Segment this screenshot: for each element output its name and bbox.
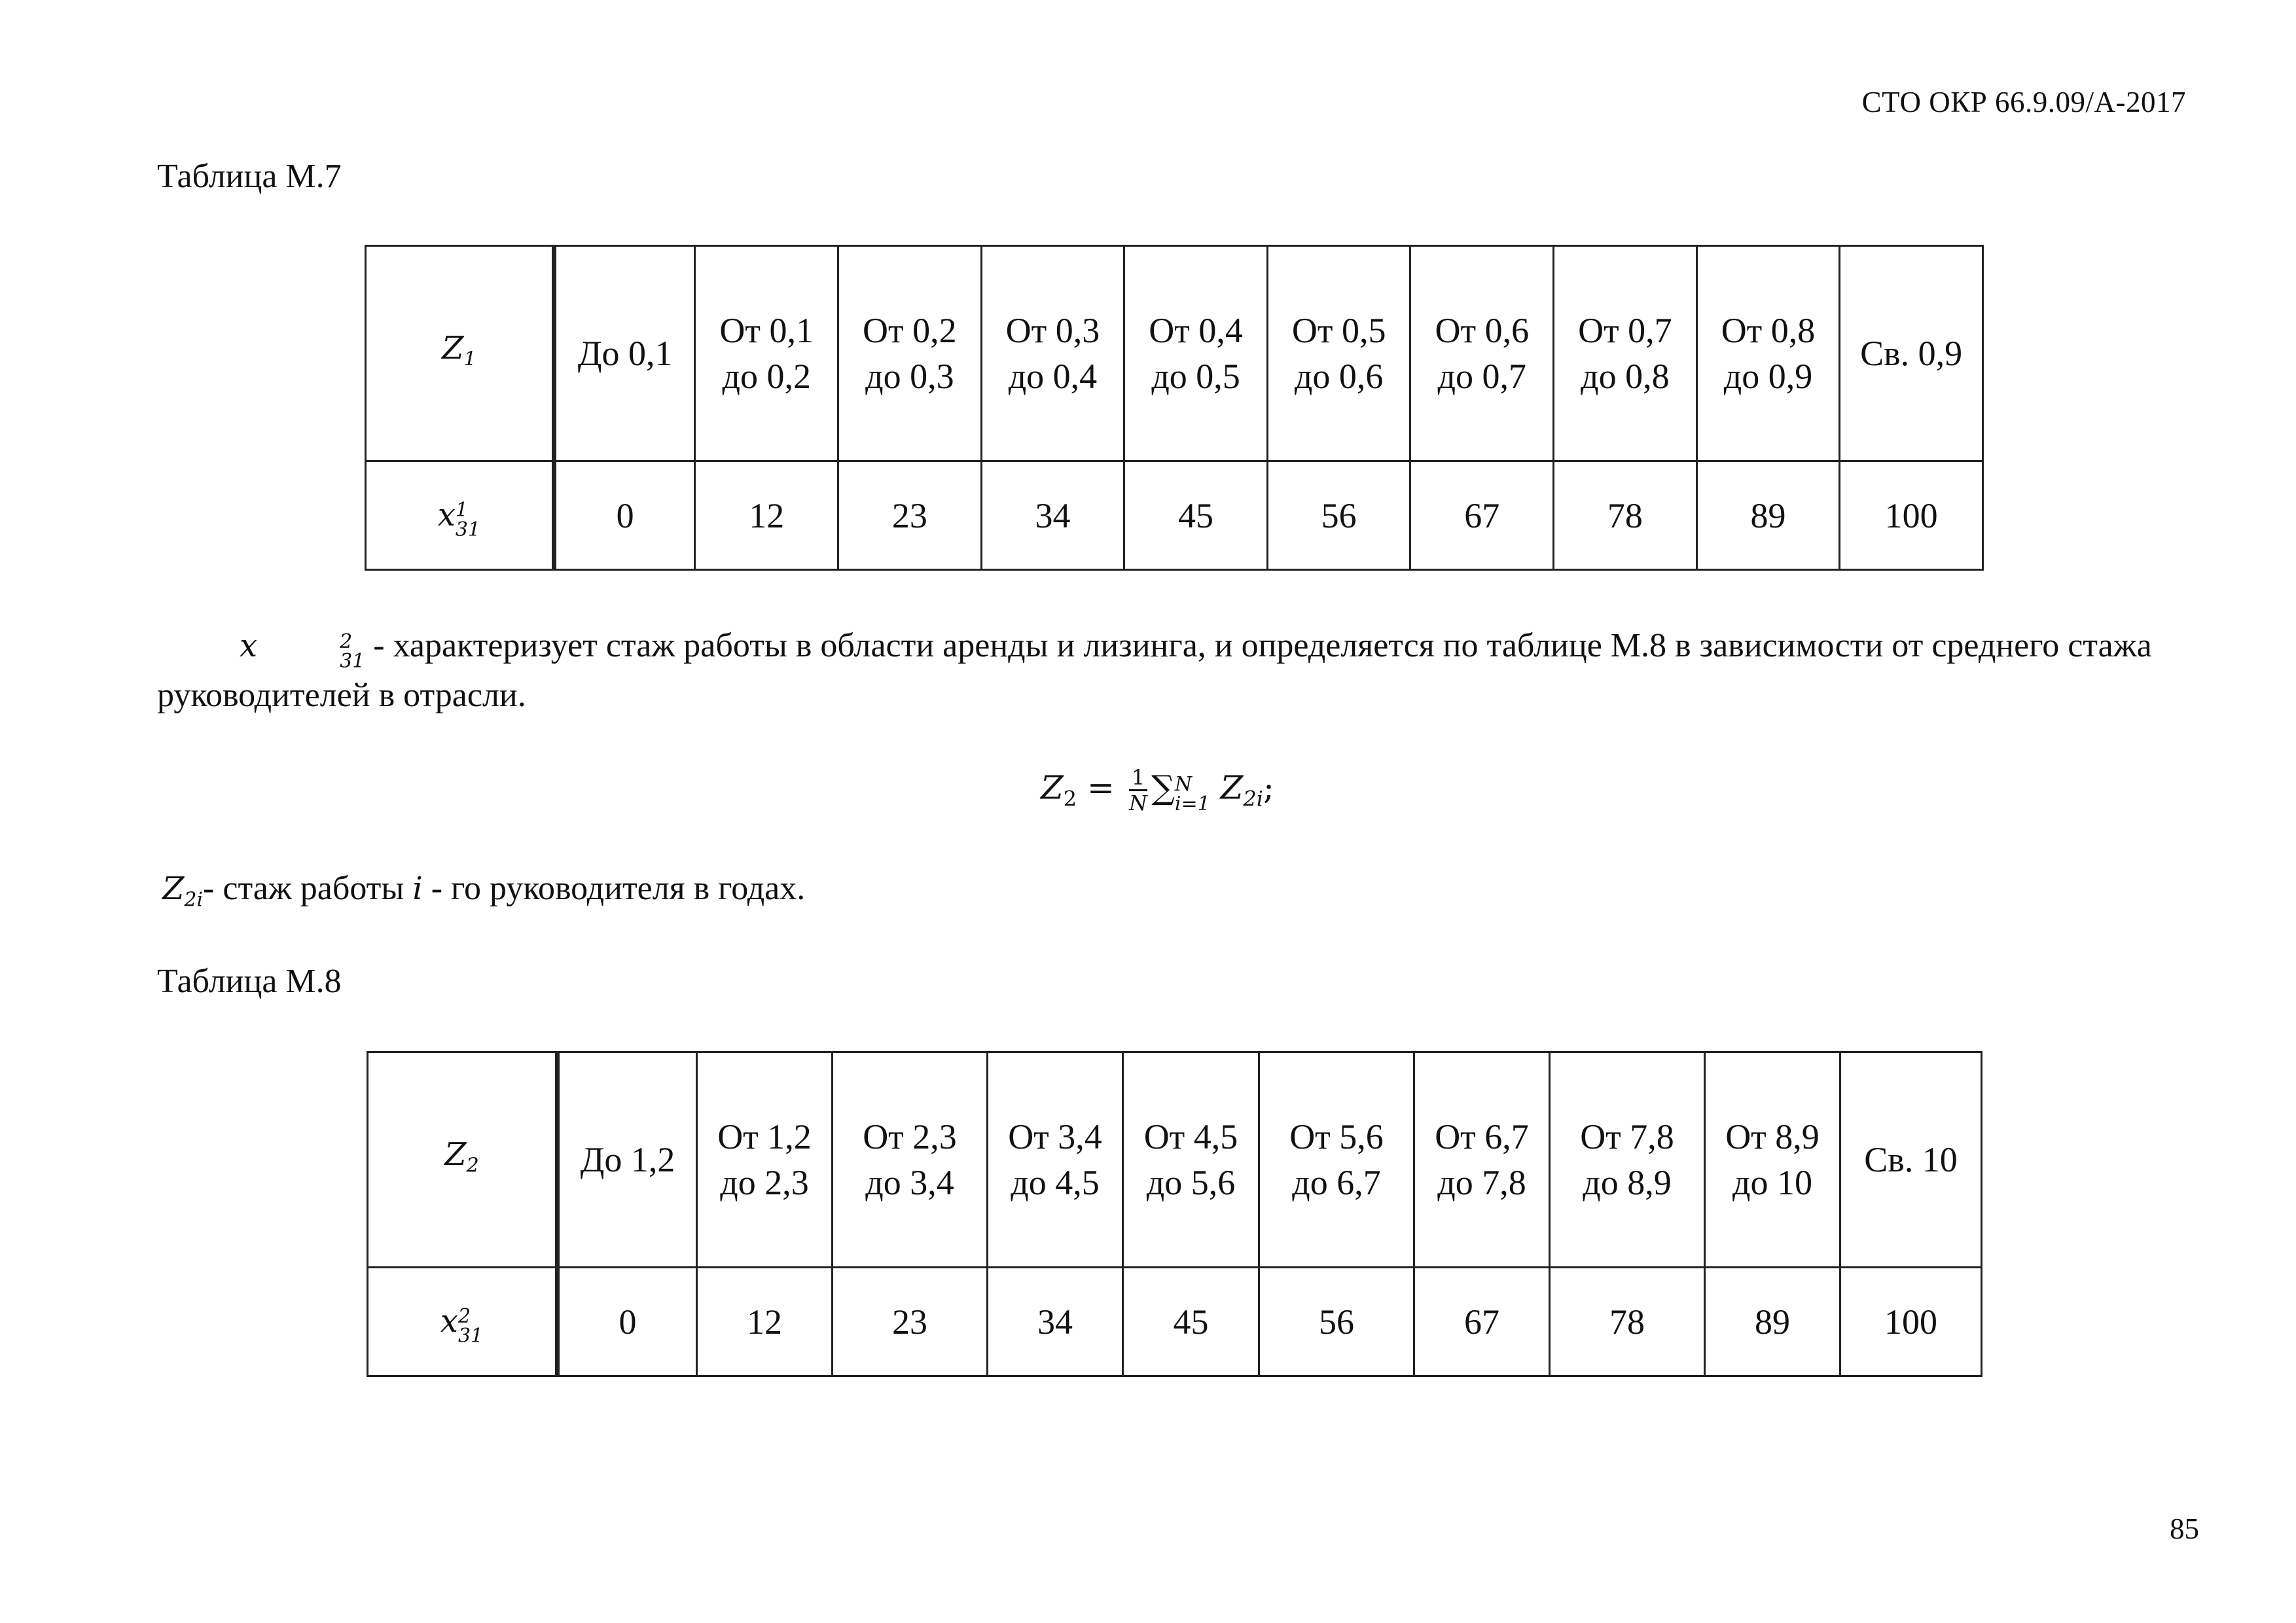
row-label-x31-2: x 2 31 <box>368 1268 558 1376</box>
score-value-cell: 45 <box>1124 461 1268 570</box>
range-header-line: От 0,2 <box>863 311 957 350</box>
range-header-line: до 7,8 <box>1437 1163 1526 1202</box>
range-header-cell <box>1123 1052 1259 1268</box>
table-caption-m7: Таблица М.7 <box>157 158 342 195</box>
range-header-line: до 0,5 <box>1151 357 1240 396</box>
range-header-line: От 1,2 <box>717 1117 812 1156</box>
table-m8 <box>367 1051 1982 1377</box>
score-value-cell: 89 <box>1705 1268 1840 1376</box>
range-header-line: От 6,7 <box>1435 1117 1529 1156</box>
score-value-cell: 56 <box>1259 1268 1414 1376</box>
range-header-line: до 0,2 <box>722 357 811 396</box>
score-value-cell: 89 <box>1696 461 1840 570</box>
range-header-cell <box>838 246 982 461</box>
score-value-cell: 100 <box>1840 1268 1982 1376</box>
range-header-cell <box>1267 246 1410 461</box>
score-value-cell: 0 <box>558 1268 697 1376</box>
score-value-cell: 0 <box>554 461 695 570</box>
range-header-line: Св. 10 <box>1864 1140 1958 1179</box>
range-header-line: до 0,7 <box>1437 357 1527 396</box>
range-header-cell <box>1124 246 1268 461</box>
range-header-cell <box>981 246 1124 461</box>
range-header-cell <box>695 246 838 461</box>
score-value-cell: 67 <box>1414 1268 1550 1376</box>
score-value-cell: 23 <box>838 461 982 570</box>
range-header-line: до 6,7 <box>1292 1163 1381 1202</box>
range-header-cell <box>1414 1052 1550 1268</box>
document-code: СТО ОКР 66.9.09/А-2017 <box>1861 86 2186 118</box>
range-header-line: От 0,5 <box>1291 311 1386 350</box>
range-header-cell <box>1554 246 1697 461</box>
score-value-cell: 34 <box>988 1268 1123 1376</box>
range-header-line: От 0,7 <box>1578 311 1672 350</box>
range-header-line: От 0,4 <box>1149 311 1243 350</box>
table-m8-value-row <box>368 1268 1982 1376</box>
row-label-z1: $Z_1$ <box>366 246 554 461</box>
page-number: 85 <box>2170 1512 2199 1545</box>
score-value-cell: 56 <box>1267 461 1410 570</box>
range-header-line: От 5,6 <box>1289 1117 1384 1156</box>
range-header-line: до 2,3 <box>720 1163 809 1202</box>
range-header-cell <box>697 1052 833 1268</box>
range-header-line: От 0,8 <box>1721 311 1816 350</box>
range-header-line: От 2,3 <box>863 1117 957 1156</box>
range-header-line: От 0,3 <box>1005 311 1100 350</box>
range-header-line: до 5,6 <box>1146 1163 1236 1202</box>
range-header-cell <box>833 1052 988 1268</box>
range-header-line: до 0,3 <box>865 357 954 396</box>
range-header-line: От 0,1 <box>719 311 814 350</box>
range-header-line: до 0,4 <box>1008 357 1098 396</box>
range-header-line: до 4,5 <box>1011 1163 1100 1202</box>
row-label-x31-1: x 1 31 <box>366 461 554 570</box>
definition-z2i: $Z_{2i}-$ стаж работы i - го руководителя в годах. <box>162 870 806 912</box>
score-value-cell: 78 <box>1550 1268 1705 1376</box>
table-m8-header-row <box>368 1052 1982 1268</box>
range-header-line: До 1,2 <box>580 1140 675 1179</box>
range-header-line: От 3,4 <box>1008 1117 1102 1156</box>
table-caption-m8: Таблица М.8 <box>157 963 342 1000</box>
range-header-cell <box>554 246 695 461</box>
range-header-line: От 0,6 <box>1435 311 1530 350</box>
score-value-cell: 78 <box>1554 461 1697 570</box>
range-header-line: До 0,1 <box>577 334 673 373</box>
score-value-cell: 12 <box>697 1268 833 1376</box>
description-paragraph <box>157 622 2160 720</box>
range-header-cell <box>1705 1052 1840 1268</box>
range-header-cell <box>558 1052 697 1268</box>
symbol-x31-2: x 2 31 <box>240 628 365 673</box>
range-header-cell <box>1259 1052 1414 1268</box>
range-header-line: Св. 0,9 <box>1860 334 1963 373</box>
score-value-cell: 45 <box>1123 1268 1259 1376</box>
range-header-line: до 10 <box>1732 1163 1812 1202</box>
score-value-cell: 67 <box>1410 461 1554 570</box>
range-header-line: до 0,8 <box>1581 357 1670 396</box>
range-header-line: до 3,4 <box>865 1163 954 1202</box>
paragraph-text: - характеризует стаж работы в области аренды и лизинга, и определяется по таблице М.8 в зависимости от среднего стажа руководителей в отрасли. <box>157 627 2152 714</box>
score-value-cell: 100 <box>1840 461 1983 570</box>
range-header-line: до 0,6 <box>1294 357 1384 396</box>
table-m7 <box>365 245 1984 571</box>
score-value-cell: 23 <box>833 1268 988 1376</box>
range-header-cell <box>1550 1052 1705 1268</box>
row-label-z2: $Z_2$ <box>368 1052 558 1268</box>
formula-z2: $Z_2$ = $\frac{1}{N}$ ∑ N i=1 $Z_{2i}$; <box>1041 765 1274 815</box>
range-header-line: до 0,9 <box>1723 357 1813 396</box>
range-header-line: От 4,5 <box>1143 1117 1238 1156</box>
range-header-line: От 7,8 <box>1580 1117 1674 1156</box>
table-m7-header-row <box>366 246 1983 461</box>
range-header-cell <box>1840 1052 1982 1268</box>
range-header-line: От 8,9 <box>1725 1117 1820 1156</box>
range-header-cell <box>1410 246 1554 461</box>
table-m7-value-row <box>366 461 1983 570</box>
score-value-cell: 12 <box>695 461 838 570</box>
score-value-cell: 34 <box>981 461 1124 570</box>
range-header-line: до 8,9 <box>1583 1163 1672 1202</box>
range-header-cell <box>1696 246 1840 461</box>
range-header-cell <box>988 1052 1123 1268</box>
range-header-cell <box>1840 246 1983 461</box>
